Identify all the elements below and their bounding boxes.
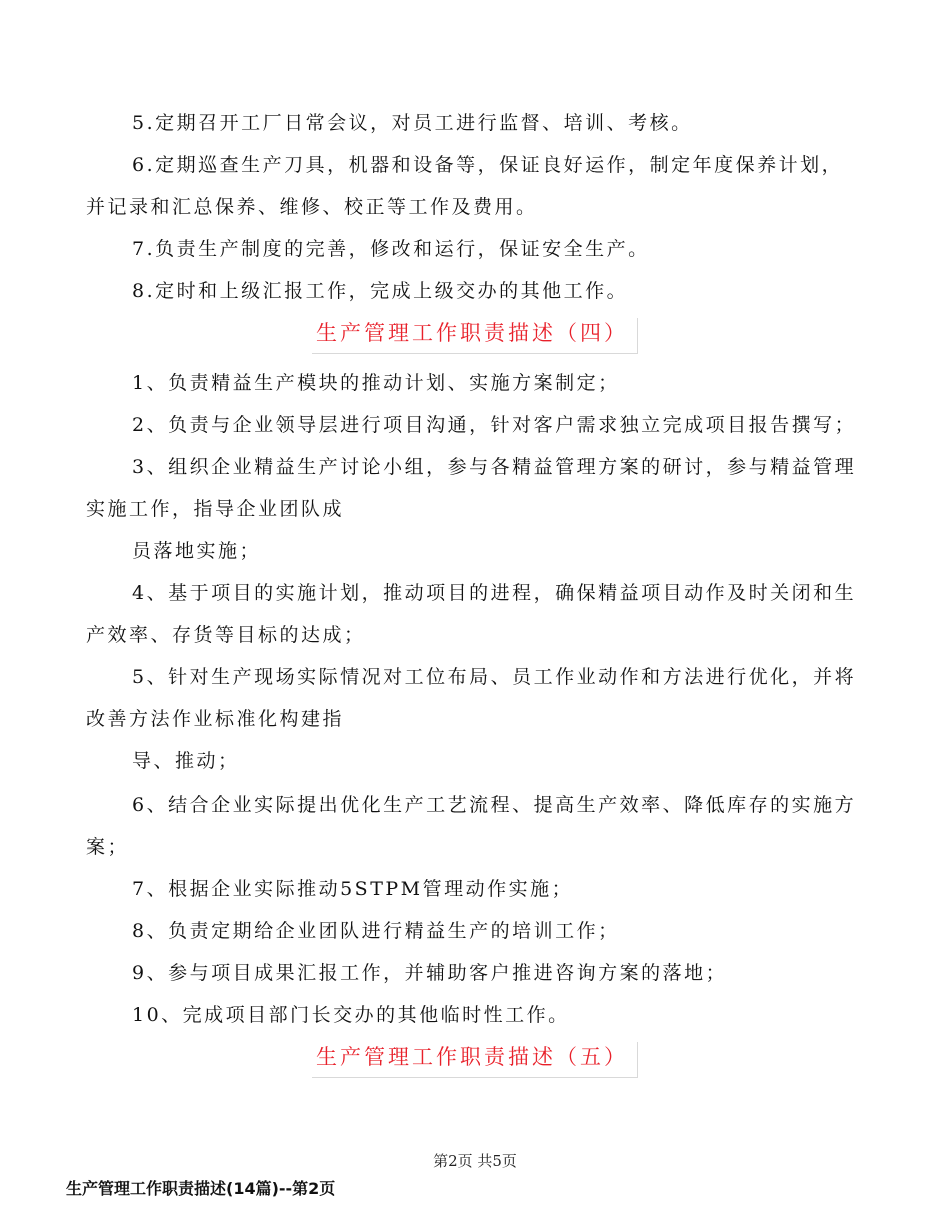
text-line: 7.负责生产制度的完善，修改和运行，保证安全生产。 xyxy=(132,238,650,260)
text-line: 5、针对生产现场实际情况对工位布局、员工作业动作和方法进行优化，并将 xyxy=(132,666,857,688)
text-line: 并记录和汇总保养、维修、校正等工作及费用。 xyxy=(86,196,538,218)
text-line: 产效率、存货等目标的达成； xyxy=(86,624,366,646)
text-line: 6.定期巡查生产刀具，机器和设备等，保证良好运作，制定年度保养计划， xyxy=(132,154,844,176)
text-line: 9、参与项目成果汇报工作，并辅助客户推进咨询方案的落地； xyxy=(132,962,728,984)
text-line: 实施工作，指导企业团队成 xyxy=(86,498,345,520)
footer-title: 生产管理工作职责描述(14篇)--第2页 xyxy=(66,1179,336,1198)
text-line: 导、推动； xyxy=(132,750,240,772)
text-line: 10、完成项目部门长交办的其他临时性工作。 xyxy=(132,1004,570,1026)
text-line: 2、负责与企业领导层进行项目沟通，针对客户需求独立完成项目报告撰写； xyxy=(132,414,857,436)
text-line: 改善方法作业标准化构建指 xyxy=(86,708,345,730)
text-line: 7、根据企业实际推动5STPM管理动作实施； xyxy=(132,878,574,900)
section-heading: 生产管理工作职责描述（五） xyxy=(312,1042,638,1078)
text-line: 员落地实施； xyxy=(132,540,262,562)
text-line: 3、组织企业精益生产讨论小组，参与各精益管理方案的研讨，参与精益管理 xyxy=(132,456,857,478)
text-line: 5.定期召开工厂日常会议，对员工进行监督、培训、考核。 xyxy=(132,112,693,134)
text-line: 1、负责精益生产模块的推动计划、实施方案制定； xyxy=(132,372,620,394)
text-line: 案； xyxy=(86,836,130,858)
section-heading: 生产管理工作职责描述（四） xyxy=(312,318,638,354)
text-line: 8、负责定期给企业团队进行精益生产的培训工作； xyxy=(132,920,620,942)
text-line: 8.定时和上级汇报工作，完成上级交办的其他工作。 xyxy=(132,280,629,302)
text-line: 4、基于项目的实施计划，推动项目的进程，确保精益项目动作及时关闭和生 xyxy=(132,582,857,604)
page-number: 第2页 共5页 xyxy=(433,1152,517,1170)
text-line: 6、结合企业实际提出优化生产工艺流程、提高生产效率、降低库存的实施方 xyxy=(132,794,857,816)
